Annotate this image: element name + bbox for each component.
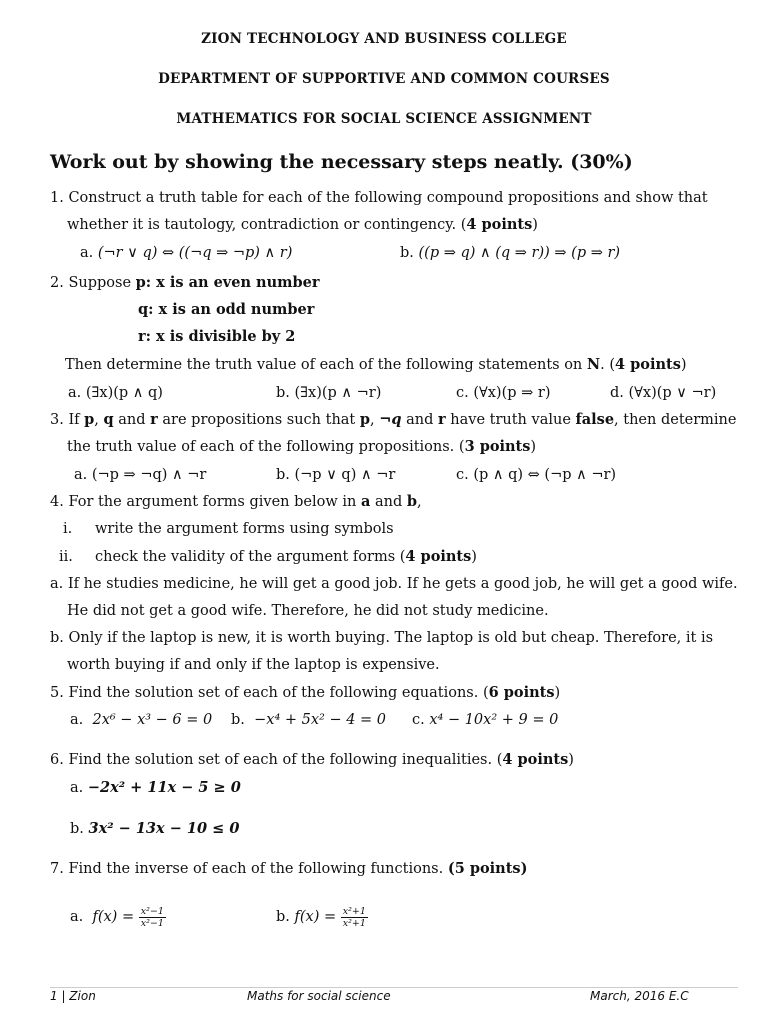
q4-b-line2: worth buying if and only if the laptop is expensive. bbox=[67, 657, 440, 673]
q2-line1: 2. Suppose p: x is an even number bbox=[50, 274, 320, 291]
q4-line1: 4. For the argument forms given below in a and b, bbox=[50, 493, 422, 510]
q4-i-text: write the argument forms using symbols bbox=[95, 521, 394, 537]
department-name: DEPARTMENT OF SUPPORTIVE AND COMMON COURSES bbox=[158, 71, 610, 87]
q6-b: b. 3x² − 13x − 10 ≤ 0 bbox=[70, 820, 240, 837]
q5-b: b. −x⁴ + 5x² − 4 = 0 bbox=[231, 712, 387, 728]
q2-b: b. (∃x)(p ∧ ¬r) bbox=[276, 385, 382, 401]
q4-i-label: i. bbox=[63, 521, 73, 537]
q2-d: d. (∀x)(p ∨ ¬r) bbox=[610, 385, 717, 401]
q6-line1: 6. Find the solution set of each of the following inequalities. (4 points) bbox=[50, 751, 574, 768]
q3-b: b. (¬p ∨ q) ∧ ¬r bbox=[276, 467, 396, 483]
q1-a: a. (¬r ∨ q) ⇔ ((¬q ⇒ ¬p) ∧ r) bbox=[80, 245, 293, 261]
q4-ii-label: ii. bbox=[59, 549, 73, 565]
q5-line1: 5. Find the solution set of each of the following equations. (6 points) bbox=[50, 684, 561, 701]
q7-b-fraction: $\frac{\text{x²+1}}{\text{x²+1}}$ bbox=[342, 905, 366, 929]
q1-line2: whether it is tautology, contradiction or contingency. (4 points) bbox=[67, 216, 538, 233]
college-name: ZION TECHNOLOGY AND BUSINESS COLLEGE bbox=[201, 31, 567, 47]
footer-divider bbox=[50, 987, 738, 988]
q1-b: b. ((p ⇒ q) ∧ (q ⇒ r)) ⇒ (p ⇒ r) bbox=[400, 245, 621, 261]
q3-a: a. (¬p ⇒ ¬q) ∧ ¬r bbox=[74, 467, 207, 483]
footer-course: Maths for social science bbox=[247, 989, 391, 1003]
q1-line1: 1. Construct a truth table for each of the following compound propositions and show that bbox=[50, 190, 708, 206]
q5-c: c. x⁴ − 10x² + 9 = 0 bbox=[412, 712, 559, 728]
q4-a-line1: a. If he studies medicine, he will get a good job. If he gets a good job, he will get a good wife. bbox=[50, 576, 738, 592]
q2-c: c. (∀x)(p ⇒ r) bbox=[456, 385, 551, 401]
q4-ii-text: check the validity of the argument forms (4 points) bbox=[95, 548, 477, 565]
instruction-heading: Work out by showing the necessary steps neatly. (30%) bbox=[50, 151, 633, 173]
q4-a-line2: He did not get a good wife. Therefore, he did not study medicine. bbox=[67, 603, 549, 619]
q3-line1: 3. If p, q and r are propositions such that p, ¬q and r have truth value false, then determine bbox=[50, 411, 737, 428]
q2-r-def: r: x is divisible by 2 bbox=[138, 328, 296, 345]
q7-b: b. f(x) = $\frac{\text{x²+1}}{\text{x²+1}}$ bbox=[276, 905, 366, 929]
q2-q-def: q: x is an odd number bbox=[138, 301, 315, 318]
q7-a-fraction: $\frac{\text{x²−1}}{\text{x²−1}}$ bbox=[140, 905, 164, 929]
footer-date: March, 2016 E.C bbox=[590, 989, 689, 1003]
q7-line1: 7. Find the inverse of each of the following functions. (5 points) bbox=[50, 860, 528, 877]
q2-then: Then determine the truth value of each of the following statements on N. (4 points) bbox=[65, 356, 687, 373]
q7-a: a. f(x) = $\frac{\text{x²−1}}{\text{x²−1}}$ bbox=[70, 905, 164, 929]
q5-a: a. 2x⁶ − x³ − 6 = 0 bbox=[70, 712, 213, 728]
assignment-title: MATHEMATICS FOR SOCIAL SCIENCE ASSIGNMENT bbox=[176, 111, 592, 127]
q6-a: a. −2x² + 11x − 5 ≥ 0 bbox=[70, 779, 241, 796]
q2-a: a. (∃x)(p ∧ q) bbox=[68, 385, 163, 401]
q4-b-line1: b. Only if the laptop is new, it is worth buying. The laptop is old but cheap. Therefore, it is bbox=[50, 630, 714, 646]
q3-line2: the truth value of each of the following propositions. (3 points) bbox=[67, 438, 537, 455]
footer-page: 1 | Zion bbox=[50, 989, 96, 1003]
q3-c: c. (p ∧ q) ⇔ (¬p ∧ ¬r) bbox=[456, 467, 617, 483]
